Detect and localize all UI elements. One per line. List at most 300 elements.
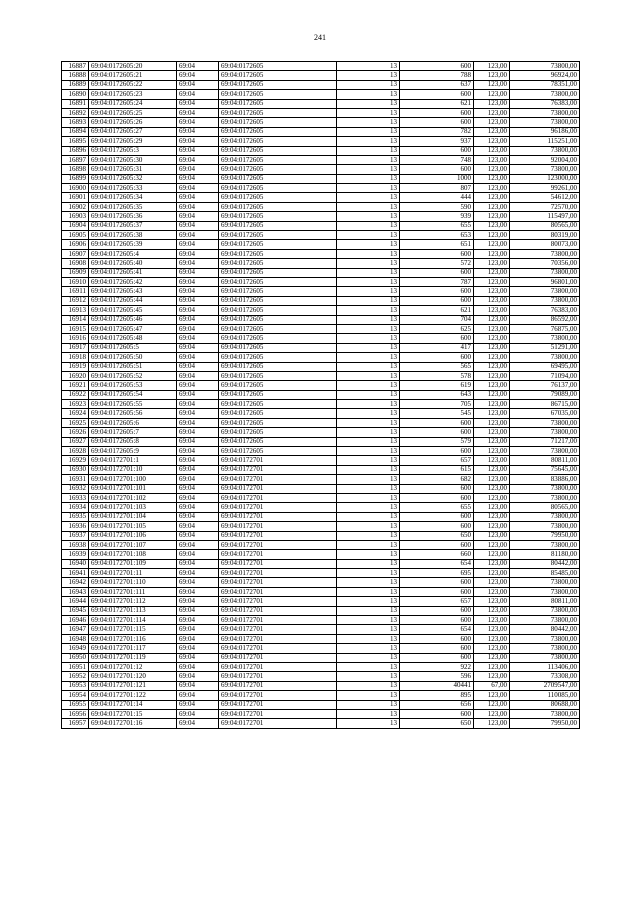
area-cell: 782 <box>400 127 474 136</box>
row-number-cell: 16946 <box>62 616 89 625</box>
cadastral-number-cell: 69:04:0172605:43 <box>89 287 177 296</box>
cadastral-value-cell: 71094,00 <box>510 371 580 380</box>
row-number-cell: 16949 <box>62 644 89 653</box>
table-row <box>62 165 580 174</box>
district-code-cell: 69:04 <box>177 240 219 249</box>
row-number-cell: 16890 <box>62 90 89 99</box>
category-code-cell: 13 <box>337 418 400 427</box>
cadastral-number-cell: 69:04:0172605:52 <box>89 371 177 380</box>
area-cell: 657 <box>400 456 474 465</box>
district-code-cell: 69:04 <box>177 353 219 362</box>
quarter-number-cell: 69:04:0172701 <box>219 681 337 690</box>
row-number-cell: 16916 <box>62 334 89 343</box>
category-code-cell: 13 <box>337 249 400 258</box>
cadastral-value-cell: 54612,00 <box>510 193 580 202</box>
table-row <box>62 512 580 521</box>
table-body <box>62 62 580 729</box>
specific-value-cell: 123,00 <box>474 184 510 193</box>
area-cell: 600 <box>400 709 474 718</box>
table-row <box>62 493 580 502</box>
cadastral-value-cell: 73800,00 <box>510 493 580 502</box>
district-code-cell: 69:04 <box>177 400 219 409</box>
cadastral-value-cell: 73800,00 <box>510 428 580 437</box>
cadastral-value-cell: 70356,00 <box>510 259 580 268</box>
specific-value-cell: 123,00 <box>474 296 510 305</box>
area-cell: 600 <box>400 616 474 625</box>
row-number-cell: 16953 <box>62 681 89 690</box>
table-row <box>62 71 580 80</box>
category-code-cell: 13 <box>337 362 400 371</box>
cadastral-number-cell: 69:04:0172605:38 <box>89 231 177 240</box>
cadastral-value-cell: 86715,00 <box>510 400 580 409</box>
table-row <box>62 587 580 596</box>
table-row <box>62 522 580 531</box>
table-row <box>62 484 580 493</box>
table-row <box>62 456 580 465</box>
specific-value-cell: 123,00 <box>474 193 510 202</box>
cadastral-value-cell: 96186,00 <box>510 127 580 136</box>
cadastral-number-cell: 69:04:0172605:45 <box>89 306 177 315</box>
area-cell: 615 <box>400 465 474 474</box>
district-code-cell: 69:04 <box>177 653 219 662</box>
row-number-cell: 16934 <box>62 503 89 512</box>
table-row <box>62 118 580 127</box>
area-cell: 788 <box>400 71 474 80</box>
category-code-cell: 13 <box>337 484 400 493</box>
area-cell: 651 <box>400 240 474 249</box>
specific-value-cell: 123,00 <box>474 522 510 531</box>
specific-value-cell: 123,00 <box>474 202 510 211</box>
cadastral-number-cell: 69:04:0172701:120 <box>89 672 177 681</box>
district-code-cell: 69:04 <box>177 118 219 127</box>
category-code-cell: 13 <box>337 381 400 390</box>
category-code-cell: 13 <box>337 62 400 71</box>
category-code-cell: 13 <box>337 531 400 540</box>
area-cell: 922 <box>400 663 474 672</box>
district-code-cell: 69:04 <box>177 231 219 240</box>
cadastral-value-cell: 80565,00 <box>510 503 580 512</box>
cadastral-number-cell: 69:04:0172605:8 <box>89 437 177 446</box>
category-code-cell: 13 <box>337 184 400 193</box>
district-code-cell: 69:04 <box>177 672 219 681</box>
area-cell: 600 <box>400 287 474 296</box>
cadastral-number-cell: 69:04:0172605:41 <box>89 268 177 277</box>
quarter-number-cell: 69:04:0172701 <box>219 484 337 493</box>
district-code-cell: 69:04 <box>177 343 219 352</box>
cadastral-value-cell: 73800,00 <box>510 268 580 277</box>
specific-value-cell: 123,00 <box>474 578 510 587</box>
specific-value-cell: 123,00 <box>474 353 510 362</box>
specific-value-cell: 123,00 <box>474 512 510 521</box>
table-row <box>62 334 580 343</box>
cadastral-value-cell: 115251,00 <box>510 137 580 146</box>
category-code-cell: 13 <box>337 559 400 568</box>
cadastral-number-cell: 69:04:0172701:111 <box>89 587 177 596</box>
cadastral-number-cell: 69:04:0172701:14 <box>89 700 177 709</box>
specific-value-cell: 123,00 <box>474 62 510 71</box>
cadastral-number-cell: 69:04:0172605:40 <box>89 259 177 268</box>
quarter-number-cell: 69:04:0172605 <box>219 343 337 352</box>
specific-value-cell: 123,00 <box>474 99 510 108</box>
specific-value-cell: 123,00 <box>474 146 510 155</box>
area-cell: 600 <box>400 578 474 587</box>
cadastral-number-cell: 69:04:0172605:5 <box>89 343 177 352</box>
row-number-cell: 16911 <box>62 287 89 296</box>
quarter-number-cell: 69:04:0172701 <box>219 493 337 502</box>
row-number-cell: 16937 <box>62 531 89 540</box>
cadastral-number-cell: 69:04:0172605:7 <box>89 428 177 437</box>
specific-value-cell: 123,00 <box>474 653 510 662</box>
cadastral-number-cell: 69:04:0172701:10 <box>89 465 177 474</box>
category-code-cell: 13 <box>337 390 400 399</box>
cadastral-value-cell: 76383,00 <box>510 99 580 108</box>
table-row <box>62 193 580 202</box>
table-row <box>62 606 580 615</box>
district-code-cell: 69:04 <box>177 381 219 390</box>
quarter-number-cell: 69:04:0172605 <box>219 193 337 202</box>
cadastral-value-cell: 73800,00 <box>510 709 580 718</box>
row-number-cell: 16942 <box>62 578 89 587</box>
quarter-number-cell: 69:04:0172701 <box>219 719 337 728</box>
cadastral-value-cell: 80073,00 <box>510 240 580 249</box>
quarter-number-cell: 69:04:0172701 <box>219 606 337 615</box>
area-cell: 600 <box>400 606 474 615</box>
cadastral-number-cell: 69:04:0172605:35 <box>89 202 177 211</box>
category-code-cell: 13 <box>337 550 400 559</box>
quarter-number-cell: 69:04:0172701 <box>219 597 337 606</box>
cadastral-value-cell: 72570,00 <box>510 202 580 211</box>
table-row <box>62 174 580 183</box>
table-row <box>62 99 580 108</box>
area-cell: 579 <box>400 437 474 446</box>
area-cell: 625 <box>400 324 474 333</box>
category-code-cell: 13 <box>337 606 400 615</box>
area-cell: 660 <box>400 550 474 559</box>
quarter-number-cell: 69:04:0172701 <box>219 653 337 662</box>
row-number-cell: 16912 <box>62 296 89 305</box>
table-row <box>62 146 580 155</box>
specific-value-cell: 123,00 <box>474 306 510 315</box>
district-code-cell: 69:04 <box>177 306 219 315</box>
area-cell: 650 <box>400 531 474 540</box>
area-cell: 619 <box>400 381 474 390</box>
district-code-cell: 69:04 <box>177 127 219 136</box>
quarter-number-cell: 69:04:0172605 <box>219 90 337 99</box>
row-number-cell: 16941 <box>62 569 89 578</box>
specific-value-cell: 123,00 <box>474 559 510 568</box>
quarter-number-cell: 69:04:0172605 <box>219 437 337 446</box>
quarter-number-cell: 69:04:0172605 <box>219 240 337 249</box>
table-row <box>62 353 580 362</box>
area-cell: 596 <box>400 672 474 681</box>
specific-value-cell: 123,00 <box>474 493 510 502</box>
district-code-cell: 69:04 <box>177 108 219 117</box>
district-code-cell: 69:04 <box>177 371 219 380</box>
cadastral-value-cell: 80811,00 <box>510 456 580 465</box>
table-row <box>62 409 580 418</box>
specific-value-cell: 123,00 <box>474 540 510 549</box>
area-cell: 600 <box>400 484 474 493</box>
quarter-number-cell: 69:04:0172701 <box>219 700 337 709</box>
cadastral-value-cell: 79089,00 <box>510 390 580 399</box>
quarter-number-cell: 69:04:0172605 <box>219 99 337 108</box>
quarter-number-cell: 69:04:0172605 <box>219 137 337 146</box>
specific-value-cell: 123,00 <box>474 672 510 681</box>
row-number-cell: 16889 <box>62 80 89 89</box>
table-row <box>62 475 580 484</box>
quarter-number-cell: 69:04:0172605 <box>219 353 337 362</box>
specific-value-cell: 123,00 <box>474 259 510 268</box>
cadastral-number-cell: 69:04:0172701:116 <box>89 634 177 643</box>
table-row <box>62 390 580 399</box>
table-row <box>62 155 580 164</box>
category-code-cell: 13 <box>337 165 400 174</box>
row-number-cell: 16915 <box>62 324 89 333</box>
row-number-cell: 16892 <box>62 108 89 117</box>
district-code-cell: 69:04 <box>177 62 219 71</box>
district-code-cell: 69:04 <box>177 587 219 596</box>
district-code-cell: 69:04 <box>177 155 219 164</box>
category-code-cell: 13 <box>337 240 400 249</box>
table-row <box>62 371 580 380</box>
cadastral-number-cell: 69:04:0172701:112 <box>89 597 177 606</box>
cadastral-number-cell: 69:04:0172605:3 <box>89 146 177 155</box>
row-number-cell: 16930 <box>62 465 89 474</box>
area-cell: 748 <box>400 155 474 164</box>
cadastral-number-cell: 69:04:0172701:115 <box>89 625 177 634</box>
specific-value-cell: 123,00 <box>474 231 510 240</box>
quarter-number-cell: 69:04:0172701 <box>219 531 337 540</box>
district-code-cell: 69:04 <box>177 174 219 183</box>
cadastral-number-cell: 69:04:0172605:29 <box>89 137 177 146</box>
cadastral-number-cell: 69:04:0172605:33 <box>89 184 177 193</box>
cadastral-value-cell: 73800,00 <box>510 334 580 343</box>
specific-value-cell: 123,00 <box>474 277 510 286</box>
district-code-cell: 69:04 <box>177 184 219 193</box>
row-number-cell: 16957 <box>62 719 89 728</box>
row-number-cell: 16900 <box>62 184 89 193</box>
cadastral-value-cell: 80442,00 <box>510 625 580 634</box>
district-code-cell: 69:04 <box>177 531 219 540</box>
specific-value-cell: 123,00 <box>474 165 510 174</box>
quarter-number-cell: 69:04:0172605 <box>219 249 337 258</box>
table-row <box>62 428 580 437</box>
quarter-number-cell: 69:04:0172605 <box>219 146 337 155</box>
specific-value-cell: 123,00 <box>474 616 510 625</box>
cadastral-value-cell: 96801,00 <box>510 277 580 286</box>
table-row <box>62 653 580 662</box>
category-code-cell: 13 <box>337 475 400 484</box>
quarter-number-cell: 69:04:0172605 <box>219 315 337 324</box>
quarter-number-cell: 69:04:0172605 <box>219 80 337 89</box>
area-cell: 600 <box>400 353 474 362</box>
specific-value-cell: 123,00 <box>474 625 510 634</box>
row-number-cell: 16928 <box>62 447 89 456</box>
table-row <box>62 719 580 728</box>
cadastral-value-cell: 73800,00 <box>510 353 580 362</box>
cadastral-value-cell: 80565,00 <box>510 221 580 230</box>
quarter-number-cell: 69:04:0172701 <box>219 672 337 681</box>
table-row <box>62 259 580 268</box>
district-code-cell: 69:04 <box>177 146 219 155</box>
category-code-cell: 13 <box>337 137 400 146</box>
area-cell: 600 <box>400 653 474 662</box>
quarter-number-cell: 69:04:0172605 <box>219 71 337 80</box>
specific-value-cell: 123,00 <box>474 484 510 493</box>
quarter-number-cell: 69:04:0172605 <box>219 118 337 127</box>
category-code-cell: 13 <box>337 259 400 268</box>
cadastral-number-cell: 69:04:0172605:50 <box>89 353 177 362</box>
table-row <box>62 578 580 587</box>
row-number-cell: 16932 <box>62 484 89 493</box>
cadastral-value-cell: 99261,00 <box>510 184 580 193</box>
row-number-cell: 16935 <box>62 512 89 521</box>
area-cell: 600 <box>400 493 474 502</box>
area-cell: 600 <box>400 62 474 71</box>
cadastral-value-cell: 79950,00 <box>510 719 580 728</box>
category-code-cell: 13 <box>337 653 400 662</box>
cadastral-number-cell: 69:04:0172605:27 <box>89 127 177 136</box>
table-row <box>62 362 580 371</box>
cadastral-value-cell: 76137,00 <box>510 381 580 390</box>
cadastral-number-cell: 69:04:0172605:39 <box>89 240 177 249</box>
cadastral-number-cell: 69:04:0172605:34 <box>89 193 177 202</box>
category-code-cell: 13 <box>337 540 400 549</box>
cadastral-value-cell: 81180,00 <box>510 550 580 559</box>
table-row <box>62 597 580 606</box>
cadastral-value-cell: 73800,00 <box>510 606 580 615</box>
category-code-cell: 13 <box>337 719 400 728</box>
cadastral-number-cell: 69:04:0172605:56 <box>89 409 177 418</box>
area-cell: 600 <box>400 634 474 643</box>
area-cell: 600 <box>400 146 474 155</box>
table-row <box>62 268 580 277</box>
row-number-cell: 16902 <box>62 202 89 211</box>
cadastral-number-cell: 69:04:0172605:23 <box>89 90 177 99</box>
quarter-number-cell: 69:04:0172605 <box>219 296 337 305</box>
specific-value-cell: 123,00 <box>474 587 510 596</box>
category-code-cell: 13 <box>337 700 400 709</box>
category-code-cell: 13 <box>337 672 400 681</box>
quarter-number-cell: 69:04:0172605 <box>219 127 337 136</box>
district-code-cell: 69:04 <box>177 202 219 211</box>
cadastral-value-cell: 73800,00 <box>510 644 580 653</box>
area-cell: 444 <box>400 193 474 202</box>
quarter-number-cell: 69:04:0172701 <box>219 569 337 578</box>
area-cell: 417 <box>400 343 474 352</box>
row-number-cell: 16927 <box>62 437 89 446</box>
table-row <box>62 80 580 89</box>
area-cell: 654 <box>400 625 474 634</box>
quarter-number-cell: 69:04:0172605 <box>219 381 337 390</box>
district-code-cell: 69:04 <box>177 625 219 634</box>
specific-value-cell: 123,00 <box>474 634 510 643</box>
table-row <box>62 324 580 333</box>
cadastral-value-cell: 115497,00 <box>510 212 580 221</box>
cadastral-value-cell: 73800,00 <box>510 146 580 155</box>
row-number-cell: 16918 <box>62 353 89 362</box>
area-cell: 656 <box>400 700 474 709</box>
row-number-cell: 16887 <box>62 62 89 71</box>
area-cell: 600 <box>400 447 474 456</box>
district-code-cell: 69:04 <box>177 90 219 99</box>
cadastral-number-cell: 69:04:0172701:103 <box>89 503 177 512</box>
cadastral-value-cell: 73800,00 <box>510 512 580 521</box>
specific-value-cell: 123,00 <box>474 137 510 146</box>
quarter-number-cell: 69:04:0172605 <box>219 155 337 164</box>
category-code-cell: 13 <box>337 127 400 136</box>
row-number-cell: 16947 <box>62 625 89 634</box>
specific-value-cell: 123,00 <box>474 531 510 540</box>
district-code-cell: 69:04 <box>177 475 219 484</box>
cadastral-value-cell: 79950,00 <box>510 531 580 540</box>
cadastral-number-cell: 69:04:0172605:21 <box>89 71 177 80</box>
category-code-cell: 13 <box>337 634 400 643</box>
category-code-cell: 13 <box>337 371 400 380</box>
category-code-cell: 13 <box>337 522 400 531</box>
table-row <box>62 400 580 409</box>
specific-value-cell: 123,00 <box>474 371 510 380</box>
category-code-cell: 13 <box>337 456 400 465</box>
cadastral-number-cell: 69:04:0172701:104 <box>89 512 177 521</box>
quarter-number-cell: 69:04:0172605 <box>219 231 337 240</box>
row-number-cell: 16926 <box>62 428 89 437</box>
cadastral-value-cell: 73800,00 <box>510 540 580 549</box>
category-code-cell: 13 <box>337 587 400 596</box>
cadastral-value-cell: 51291,00 <box>510 343 580 352</box>
specific-value-cell: 123,00 <box>474 362 510 371</box>
table-row <box>62 691 580 700</box>
district-code-cell: 69:04 <box>177 334 219 343</box>
cadastral-number-cell: 69:04:0172605:9 <box>89 447 177 456</box>
table-row <box>62 137 580 146</box>
table-row <box>62 202 580 211</box>
cadastral-number-cell: 69:04:0172701:114 <box>89 616 177 625</box>
cadastral-number-cell: 69:04:0172701:106 <box>89 531 177 540</box>
area-cell: 600 <box>400 418 474 427</box>
table-row <box>62 381 580 390</box>
quarter-number-cell: 69:04:0172605 <box>219 62 337 71</box>
table-row <box>62 127 580 136</box>
quarter-number-cell: 69:04:0172605 <box>219 400 337 409</box>
specific-value-cell: 123,00 <box>474 709 510 718</box>
row-number-cell: 16940 <box>62 559 89 568</box>
area-cell: 600 <box>400 587 474 596</box>
category-code-cell: 13 <box>337 306 400 315</box>
quarter-number-cell: 69:04:0172701 <box>219 550 337 559</box>
area-cell: 621 <box>400 99 474 108</box>
table-row <box>62 616 580 625</box>
specific-value-cell: 123,00 <box>474 550 510 559</box>
table-row <box>62 184 580 193</box>
cadastral-value-cell: 80688,00 <box>510 700 580 709</box>
district-code-cell: 69:04 <box>177 578 219 587</box>
category-code-cell: 13 <box>337 268 400 277</box>
category-code-cell: 13 <box>337 503 400 512</box>
cadastral-value-cell: 2709547,00 <box>510 681 580 690</box>
row-number-cell: 16950 <box>62 653 89 662</box>
table-row <box>62 296 580 305</box>
cadastral-value-cell: 86592,00 <box>510 315 580 324</box>
table-row <box>62 625 580 634</box>
category-code-cell: 13 <box>337 146 400 155</box>
table-row <box>62 709 580 718</box>
specific-value-cell: 123,00 <box>474 381 510 390</box>
table-row <box>62 437 580 446</box>
district-code-cell: 69:04 <box>177 390 219 399</box>
area-cell: 705 <box>400 400 474 409</box>
category-code-cell: 13 <box>337 80 400 89</box>
